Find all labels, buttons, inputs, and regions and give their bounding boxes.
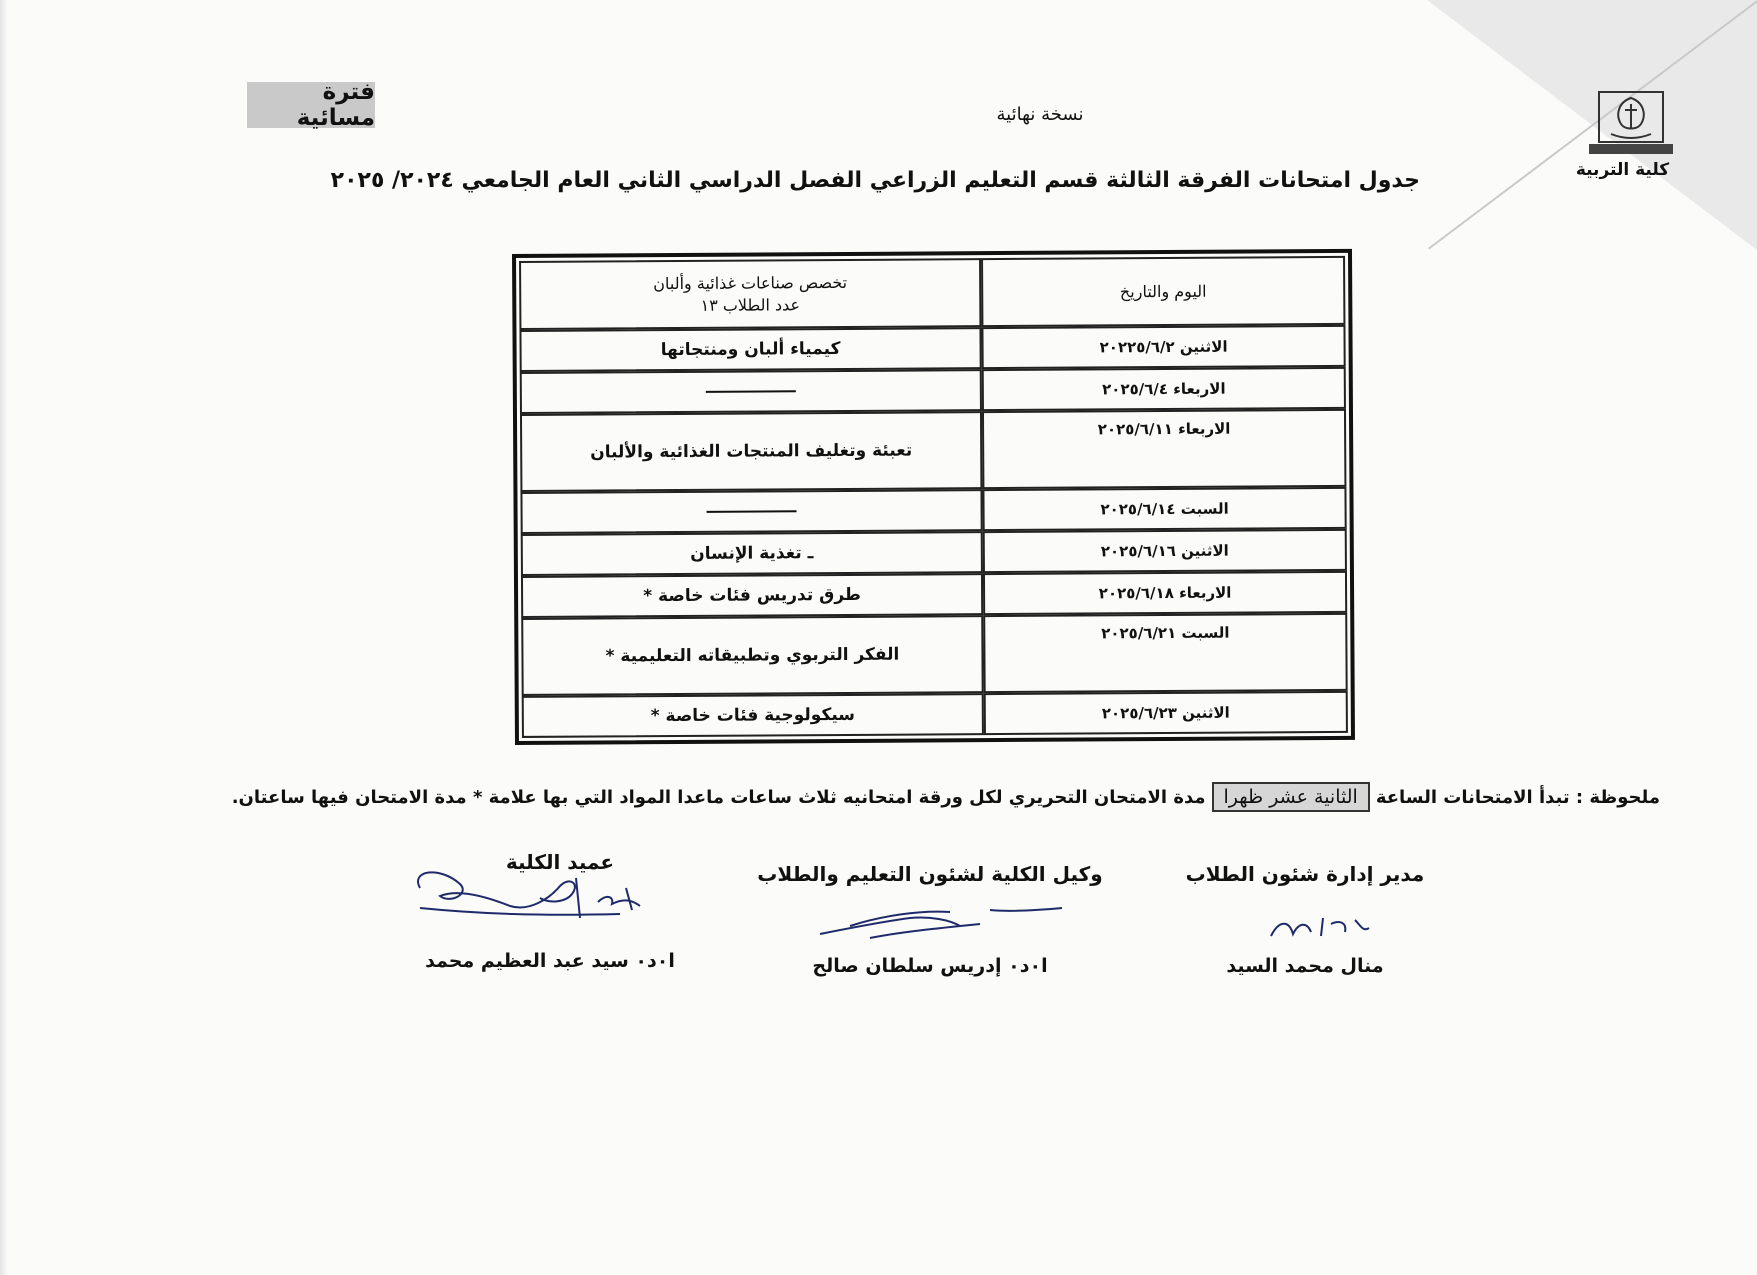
final-copy-label: نسخة نهائية	[996, 104, 1084, 125]
table-row	[521, 529, 1347, 576]
header-date-label: اليوم والتاريخ	[1119, 281, 1207, 302]
table-row	[519, 325, 1345, 372]
note-suffix: مدة الامتحان التحريري لكل ورقة امتحانيه ثلاث ساعات ماعدا المواد التي بها علامة * مدة الامتحان فيها ساعتان.	[231, 787, 1206, 808]
table-header-row	[519, 256, 1345, 330]
subject-cell: سيكولوجية فئات خاصة *	[522, 693, 984, 738]
subject-cell: الفكر التربوي وتطبيقاته التعليمية *	[521, 615, 983, 696]
page-left-edge	[0, 0, 8, 1275]
period-stamp: فترة مسائية	[247, 82, 375, 128]
signature-name: منال محمد السيد	[1226, 955, 1384, 977]
table-row	[522, 691, 1348, 738]
student-count-label: عدد الطلاب ١٣	[700, 294, 801, 315]
signature-name: ا٠د٠ إدريس سلطان صالح	[812, 955, 1048, 977]
date-cell: الاثنين ٢٠٢٢٥/٦/٢	[981, 325, 1345, 369]
date-cell: الاربعاء ٢٠٢٥/٦/١١	[982, 409, 1346, 489]
table-row	[520, 487, 1346, 534]
signature-title: مدير إدارة شئون الطلاب	[1185, 862, 1425, 886]
subject-cell: تعبئة وتغليف المنتجات الغذائية والألبان	[520, 411, 982, 492]
table-row	[520, 409, 1346, 492]
note-start-time: الثانية عشر ظهرا	[1212, 782, 1370, 812]
signature-title: عميد الكلية	[505, 850, 615, 874]
handwritten-signature-icon	[400, 858, 660, 938]
table-row	[521, 571, 1347, 618]
date-cell: الاثنين ٢٠٢٥/٦/١٦	[983, 529, 1347, 573]
signature-title: وكيل الكلية لشئون التعليم والطلاب	[757, 862, 1103, 886]
signature-affairs-director-name	[1200, 955, 1410, 977]
date-cell: الاربعاء ٢٠٢٥/٦/١٨	[983, 571, 1347, 615]
subject-cell: كيمياء ألبان ومنتجاتها	[519, 327, 981, 372]
specialization-label: تخصص صناعات غذائية وألبان	[653, 272, 848, 293]
header-specialization-cell	[519, 258, 981, 330]
signature-name: ا٠د٠ سيد عبد العظيم محمد	[425, 950, 675, 972]
date-cell: السبت ٢٠٢٥/٦/١٤	[982, 487, 1346, 531]
university-logo-icon	[1585, 88, 1677, 158]
schedule-title: جدول امتحانات الفرقة الثالثة قسم التعليم الزراعي الفصل الدراسي الثاني العام الجامعي ٢٠٢٤/ ٢٠٢٥	[330, 168, 1420, 193]
note-prefix: ملحوظة : تبدأ الامتحانات الساعة	[1375, 787, 1660, 808]
no-exam-dash	[707, 510, 797, 513]
faculty-name: كلية التربية	[1575, 160, 1670, 180]
exam-schedule-table	[512, 249, 1355, 745]
subject-cell: طرق تدريس فئات خاصة *	[521, 573, 983, 618]
date-cell: الاربعاء ٢٠٢٥/٦/٤	[982, 367, 1346, 411]
no-exam-dash	[706, 390, 796, 393]
handwritten-signature-icon	[1265, 910, 1375, 942]
date-cell: السبت ٢٠٢٥/٦/٢١	[983, 613, 1347, 693]
signature-dean-name	[410, 950, 690, 972]
exam-note	[190, 782, 1660, 812]
header-date-cell	[981, 256, 1345, 327]
subject-cell-empty	[520, 489, 982, 534]
table-row	[521, 613, 1347, 696]
subject-cell-empty	[520, 369, 982, 414]
signature-vice-dean-name	[790, 955, 1070, 977]
handwritten-signature-icon	[810, 898, 1070, 948]
signature-vice-dean	[755, 862, 1105, 886]
signature-affairs-director	[1180, 862, 1430, 886]
table-row	[520, 367, 1346, 414]
date-cell: الاثنين ٢٠٢٥/٦/٢٣	[984, 691, 1348, 735]
subject-cell: ـ تغذية الإنسان	[521, 531, 983, 576]
